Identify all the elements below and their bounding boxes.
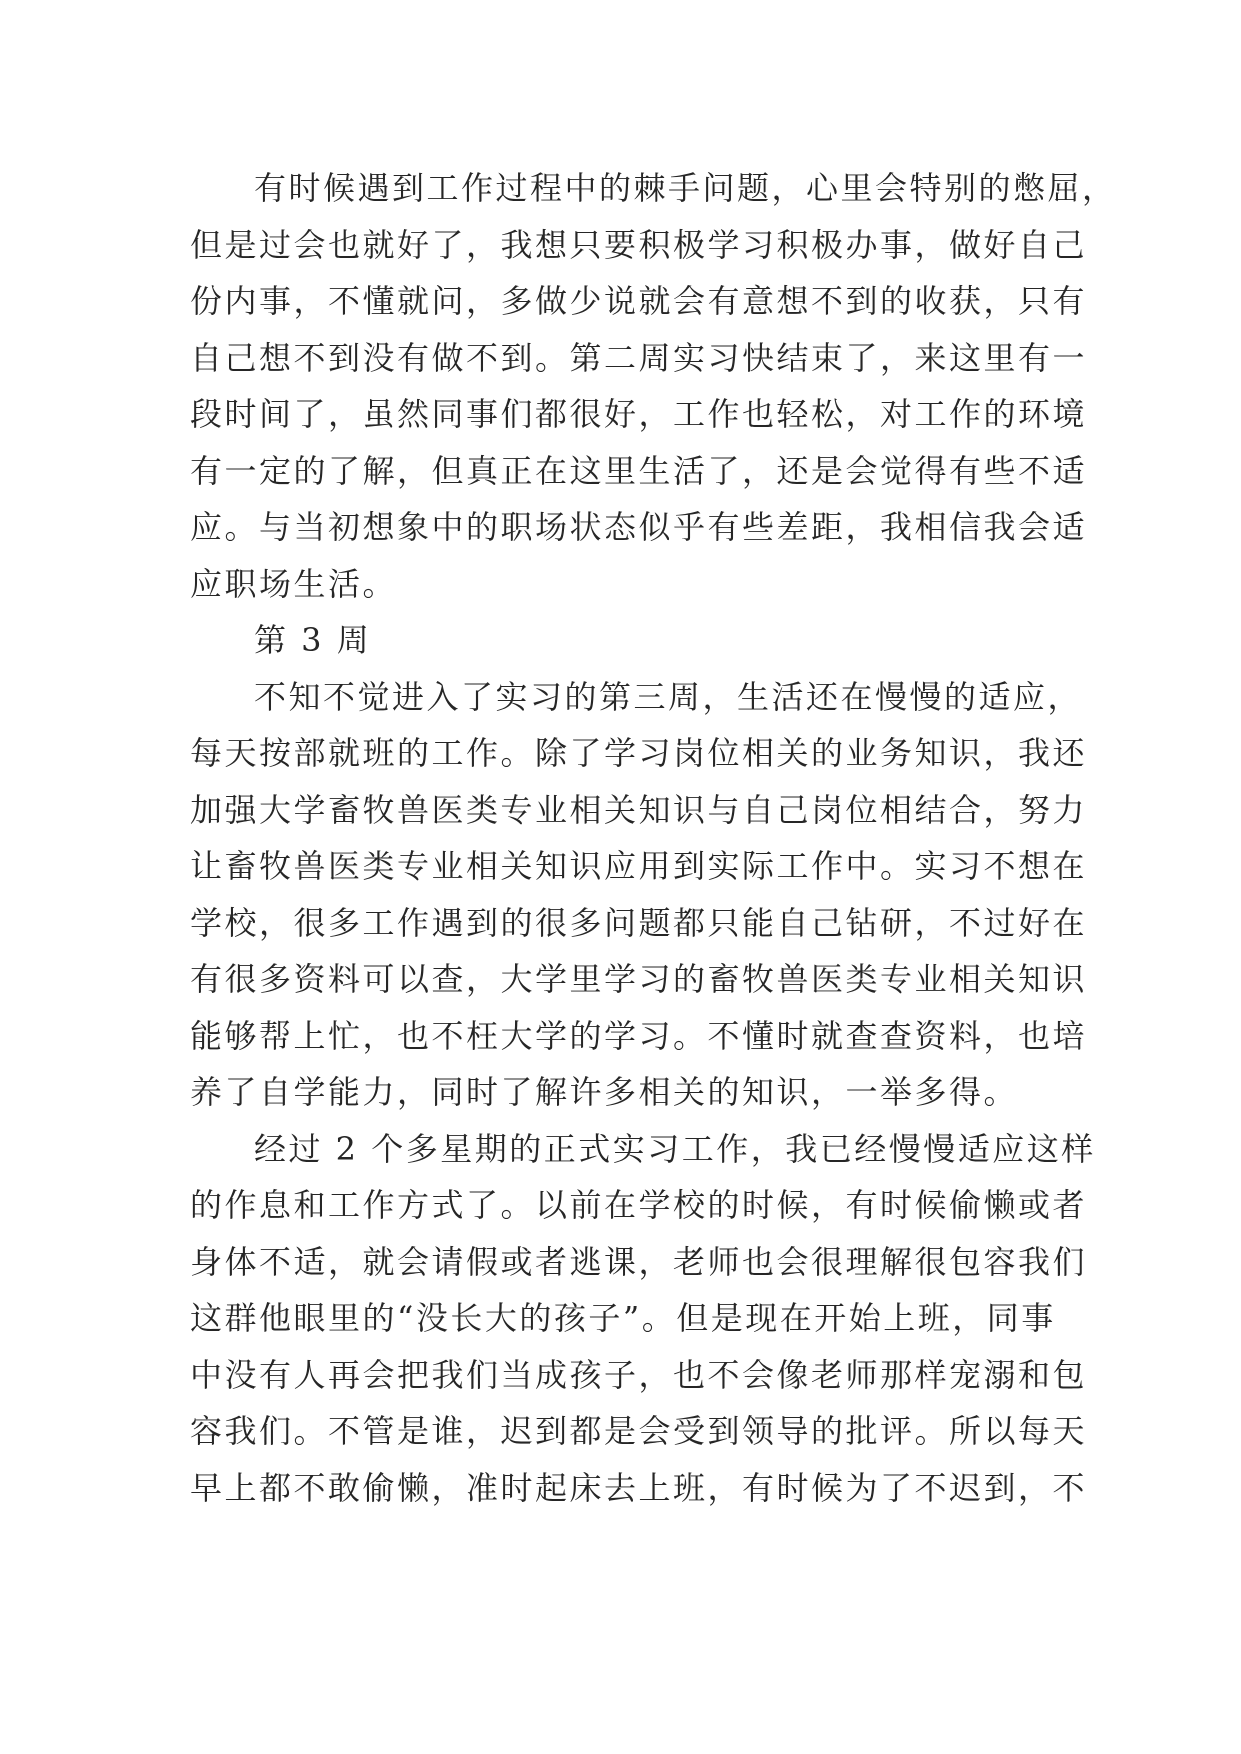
text-line: 段时间了，虽然同事们都很好，工作也轻松，对工作的环境 (190, 395, 1088, 433)
text-line: 中没有人再会把我们当成孩子，也不会像老师那样宠溺和包 (190, 1355, 1088, 1394)
text-line: 身体不适，就会请假或者逃课，老师也会很理解很包容我们 (190, 1242, 1088, 1281)
text-line: 养了自学能力，同时了解许多相关的知识，一举多得。 (190, 1073, 1019, 1111)
text-line: 应职场生活。 (190, 564, 398, 603)
text-line: 每天按部就班的工作。除了学习岗位相关的业务知识，我还 (190, 734, 1088, 772)
text-line: 但是过会也就好了，我想只要积极学习积极办事，做好自己 (190, 225, 1088, 264)
text-line: 学校，很多工作遇到的很多问题都只能自己钻研，不过好在 (190, 903, 1088, 942)
body-text (190, 160, 1117, 1516)
text-line: 有很多资料可以查，大学里学习的畜牧兽医类专业相关知识 (190, 960, 1088, 998)
text-line: 容我们。不管是谁，迟到都是会受到领导的批评。所以每天 (190, 1412, 1088, 1450)
text-line: 不知不觉进入了实习的第三周，生活还在慢慢的适应， (254, 677, 1083, 716)
text-line: 有时候遇到工作过程中的棘手问题，心里会特别的憋屈， (254, 169, 1117, 207)
text-line: 经过 2 个多星期的正式实习工作，我已经慢慢适应这样 (254, 1129, 1096, 1168)
text-line: 自己想不到没有做不到。第二周实习快结束了，来这里有一 (190, 338, 1088, 377)
text-line: 有一定的了解，但真正在这里生活了，还是会觉得有些不适 (190, 451, 1088, 490)
text-line: 早上都不敢偷懒，准时起床去上班，有时候为了不迟到，不 (190, 1468, 1088, 1507)
section-heading: 第 3 周 (254, 621, 372, 659)
text-line: 应。与当初想象中的职场状态似乎有些差距，我相信我会适 (190, 508, 1088, 546)
text-line: 加强大学畜牧兽医类专业相关知识与自己岗位相结合，努力 (190, 790, 1088, 829)
text-line: 让畜牧兽医类专业相关知识应用到实际工作中。实习不想在 (190, 847, 1088, 885)
text-line: 的作息和工作方式了。以前在学校的时候，有时候偷懒或者 (190, 1186, 1088, 1224)
text-line: 这群他眼里的“没长大的孩子”。但是现在开始上班，同事 (190, 1299, 1056, 1337)
text-line: 份内事，不懂就问，多做少说就会有意想不到的收获，只有 (190, 282, 1088, 320)
text-line: 能够帮上忙，也不枉大学的学习。不懂时就查查资料，也培 (190, 1016, 1088, 1055)
